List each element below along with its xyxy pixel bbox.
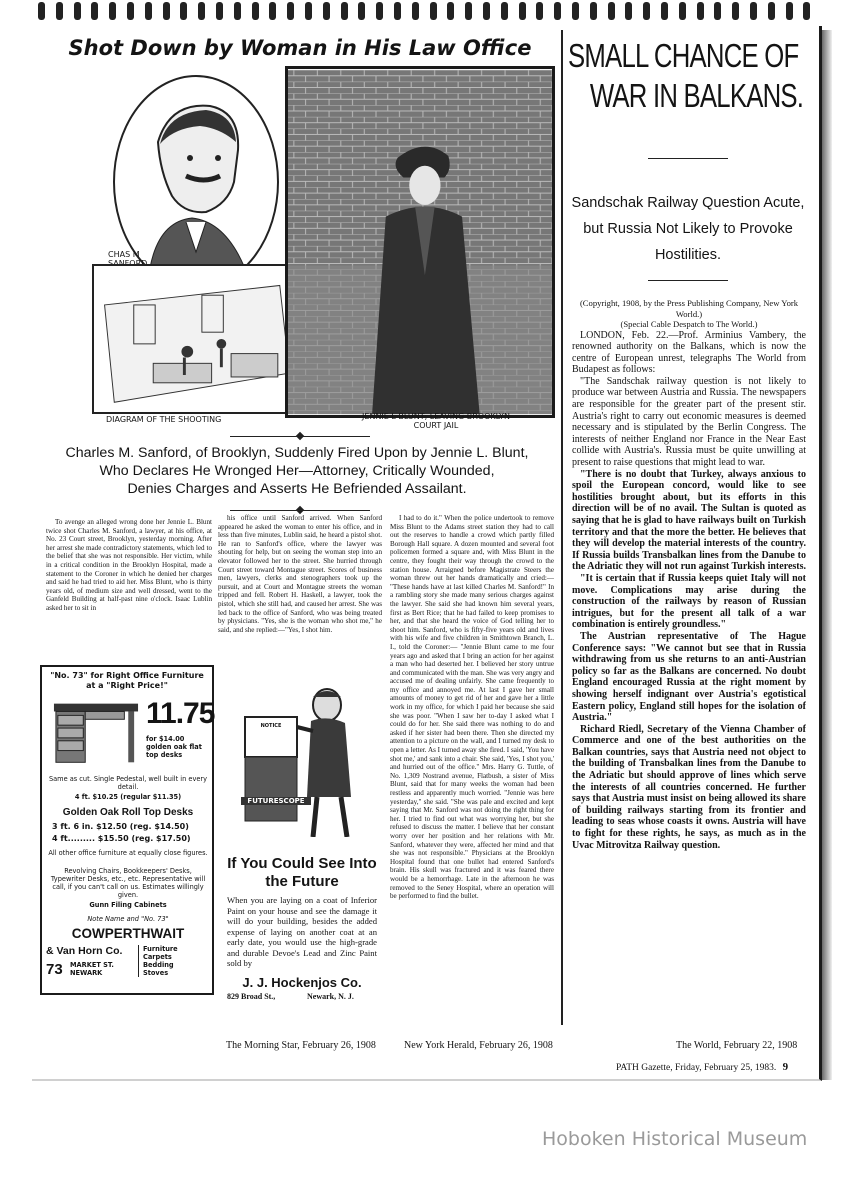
spiral-loop [714, 2, 721, 20]
page-edge [822, 30, 832, 1080]
ad-desk-line-g: Gunn Filing Cabinets [89, 901, 167, 909]
balkans-body [572, 298, 806, 1018]
deck-line-1: Charles M. Sanford, of Brooklyn, Suddenly Fired Upon by Jennie L. Blunt, [65, 445, 529, 461]
spiral-loop [358, 2, 365, 20]
spiral-loop [234, 2, 241, 20]
spiral-binding [0, 0, 851, 26]
ad-desk-line-h: Note Name and "No. 73" [87, 915, 169, 923]
spiral-loop [216, 2, 223, 20]
ad-desk-goods: Furniture Carpets Bedding Stoves [138, 945, 198, 977]
gazette-footer [616, 1061, 788, 1073]
balkans-headline-line-1: SMALL CHANCE OF [568, 37, 799, 74]
spiral-loop [554, 2, 561, 20]
spiral-loop [287, 2, 294, 20]
story-headline: Shot Down by Woman in His Law Office [68, 36, 532, 60]
ad-desk-price: 11.75 [146, 697, 215, 730]
balkans-copyright: (Copyright, 1908, by the Press Publishing Company, New York World.) [579, 298, 799, 319]
spiral-loop [127, 2, 134, 20]
spiral-loop [501, 2, 508, 20]
spiral-loop [412, 2, 419, 20]
ad-desk-address: MARKET ST. NEWARK [70, 961, 114, 977]
deck-line-3: Denies Charges and Asserts He Befriended Assailant. [127, 481, 467, 497]
ad-desk-line-a: Same as cut. Single Pedestal, well built in every detail. [48, 775, 208, 791]
source-morning-star: The Morning Star, February 26, 1908 [226, 1040, 376, 1051]
spiral-loop [376, 2, 383, 20]
ad-desk-company: COWPERTHWAIT [71, 926, 185, 941]
balkans-p1: LONDON, Feb. 22.—Prof. Arminius Vambery, the renowned authority on the Balkans, which is now the centre of European unrest, telegraphs The World from Budapest as follows: [572, 329, 806, 376]
page-number: 9 [782, 1061, 789, 1073]
rc-rule-2 [648, 280, 728, 281]
spiral-loop [305, 2, 312, 20]
ad-paint-city: Newark, N. J. [307, 992, 354, 1001]
ad-paint-scope-label: FUTURESCOPE [241, 797, 311, 805]
spiral-loop [394, 2, 401, 20]
divider-diamond [296, 432, 304, 440]
spiral-loop [252, 2, 259, 20]
balkans-headline [568, 36, 804, 116]
spiral-loop [109, 2, 116, 20]
spiral-loop [750, 2, 757, 20]
spiral-loop [145, 2, 152, 20]
spiral-loop [572, 2, 579, 20]
balkans-p6: Richard Riedl, Secretary of the Vienna Chamber of Commerce and one of the best authorities on the Balkan countries, says that Austria need not object to the building of Transbalkan lines from the Danube to the Adriatic but should approve of lines which serve the interests of all countries concerned. He further says that Austria must insist on being allowed its share of building railways starting from its frontier and leading to seas whose coasts it owns. Austria will have to fight for these rights, he says, as much as in the Uvac Mitrovitza Railway question. [572, 723, 806, 851]
spiral-loop [786, 2, 793, 20]
spiral-loop [661, 2, 668, 20]
right-story [568, 30, 808, 1030]
balkans-headline-line-2: WAR IN BALKANS. [589, 77, 804, 114]
ad-desk-top-line: "No. 73" for Right Office Furniture at a "Right Price!" [50, 671, 204, 690]
spiral-loop [269, 2, 276, 20]
spiral-loop [679, 2, 686, 20]
ad-desk-line-b: 4 ft. $10.25 (regular $11.35) [74, 793, 182, 801]
ad-paint-sign-top: NOTICE [260, 723, 282, 729]
balkans-p2: "The Sandschak railway question is not likely to produce war between Austria and Russia. The newspapers are responsible for the greater part of the present stir. Austria's right to carry out economic measures is deemed necessary and is stipulated by the Berlin Congress. The interests of neither England nor France in the Near East collide with Austria's. Russia must be quite unwilling at present to raise questions that might lead to war. [572, 375, 806, 469]
ad-desk-address-num: 73 [46, 961, 63, 978]
futurescope-illustration [227, 687, 377, 837]
desk-illustration [52, 697, 140, 767]
ad-desk-line-e: All other office furniture at equally close figures. [48, 849, 208, 857]
ad-paint-body: When you are laying on a coat of Inferior Paint on your house and see the damage it will do your building, besides the added expense of laying on another coat at an early date, you would use the high-grade and durable Devoe's Lead and Zinc Paint sold by [227, 895, 377, 968]
museum-watermark: Hoboken Historical Museum [542, 1128, 808, 1150]
diagram-caption: DIAGRAM OF THE SHOOTING [106, 415, 222, 424]
deck-line-2: Who Declares He Wronged Her—Attorney, Critically Wounded, [99, 463, 495, 479]
spiral-loop [608, 2, 615, 20]
ad-desk-price-note: for $14.00 golden oak flat top desks [146, 735, 202, 759]
ad-desk-line-d: 4 ft......... $15.50 (reg. $17.50) [52, 834, 191, 843]
spiral-loop [643, 2, 650, 20]
spiral-loop [625, 2, 632, 20]
spiral-loop [163, 2, 170, 20]
photo-caption: JENNIE L BLUNT, LEAVING BROOKLYN COURT JAIL [362, 412, 510, 430]
rc-rule-1 [648, 158, 728, 159]
spiral-loop [536, 2, 543, 20]
ad-paint-address: 829 Broad St., [227, 992, 276, 1001]
left-story [40, 32, 554, 1037]
divider-diamond-2 [296, 506, 304, 514]
spiral-loop [323, 2, 330, 20]
ad-desk-line-f: Revolving Chairs, Bookkeepers' Desks, Typewriter Desks, etc., etc. Representative will call, if you can't call on us. Estimates willingly given. [50, 867, 206, 899]
balkans-p4: "It is certain that if Russia keeps quiet Italy will not move. Complications may arise during the construction of the railways by reason of Russian intrigues, but for the present all talk of a war combination is entirely groundless." [572, 572, 806, 631]
balkans-deck: Sandschak Railway Question Acute, but Russia Not Likely to Provoke Hostilities. [571, 195, 805, 263]
spiral-loop [38, 2, 45, 20]
story-column-3: I had to do it." When the police undertook to remove Miss Blunt to the Adams street station they had to call out the reserves to handle a crowd which partly filled Borough Hall square. A dozen mounted and several foot policemen formed a square and, with Miss Blunt in the centre, they fought their way through the crowd to the station house. Arraigned before Magistrate Steers the woman threw out her hands dramatically and cried:— "These hands have at last killed Charles M. Sanford!" In a rambling story she made many serious charges against the lawyer. She said she had known him several years, first as Bert Rice; that he had failed to keep promises to her, and that she heard the voice of God telling her to shoot him. Sanford, who is fifty-five years old and lives with his wife and five children in Smithtown Branch, L. I., told the Coroner:— "Jennie Blunt came to me four years ago and asked that I bring an action for her against a man who had deserted her. I believed her story untrue and communicated with the man. She was very angry and accused me of dealing unfairly. She came frequently to my office and annoyed me. At last I gave her small amounts of money to get rid of her and gave her a little work in my office, for which I paid her because she said she was poor. "When I saw her to-day I asked what I could do for her. She said there was nothing to do and asked if her sister had been there. Then she directed my attention to a picture on the wall, and I turned my desk to open a letter. As I turned away she fired. I said, 'You have shot me,' and sank into a chair. She said, 'Yes, I shot you,' and hurried out of the office." Mrs. Harry G. Tuttle, of No. 1,309 Nostrand avenue, Flatbush, a sister of Miss Blunt, said that for many weeks the woman had been restless and apparently much worried. "Jennie was here yesterday," she said. "She was pale and excited and kept saying that Mr. Sanford was not doing the right thing for her. I tried to find out what was worrying her, but she refused to discuss the matter. I believe that her constant worry over her position and her relations with Mr. Sanford, whatever they were, affected her mind and that she was not responsible." Physicians at the Brooklyn Hospital found that one bullet had entered Sanford's brain. His skull was fractured and it was feared there would be a hemorrhage. Late in the afternoon he was removed to the Seney Hospital, where an operation will be performed to find the bullet. [390, 514, 554, 901]
spiral-loop [198, 2, 205, 20]
photo-jennie-blunt [285, 66, 555, 418]
ad-paint-company: J. J. Hockenjos Co. [242, 975, 362, 990]
spiral-loop [768, 2, 775, 20]
balkans-special: (Special Cable Despatch to The World.) [620, 319, 758, 329]
spiral-loop [732, 2, 739, 20]
spiral-loop [519, 2, 526, 20]
spiral-loop [430, 2, 437, 20]
column-rule [561, 30, 563, 1025]
desk-advertisement [40, 665, 214, 995]
ad-paint-title: If You Could See Into the Future [227, 855, 377, 890]
source-world: The World, February 22, 1908 [676, 1040, 798, 1051]
spiral-loop [91, 2, 98, 20]
spiral-loop [803, 2, 810, 20]
source-herald: New York Herald, February 26, 1908 [404, 1040, 553, 1051]
paint-advertisement [227, 687, 377, 1002]
ad-desk-line-c: 3 ft. 6 in. $12.50 (reg. $14.50) [52, 822, 189, 831]
spiral-loop [465, 2, 472, 20]
diagram-of-shooting [92, 264, 304, 414]
story-deck [40, 444, 554, 498]
spiral-loop [180, 2, 187, 20]
ad-desk-subhead: Golden Oak Roll Top Desks [62, 807, 194, 818]
ad-desk-company2: & Van Horn Co. [46, 945, 123, 957]
story-column-2: his office until Sanford arrived. When Sanford appeared he asked the woman to enter his office, and in less than five minutes, Lublin said, he heard a pistol shot. He ran to Sanford's office, where the lawyer was shouting for help, but on seeing the woman step into an elevator followed her to the street. She hurried through Court street toward Montague street. Scores of business men, lawyers, clerks and stenographers took up the pursuit, and at Court and Montague streets the woman tripped and fell. Robert H. Haskell, a lawyer, took the pistol, which she still had, and caused her arrest. She was led back to the office of Sanford, who was being treated by physicians. "Yes, she is the woman who shot me," he said, and she replied:—"Yes, I shot him. [218, 514, 382, 634]
spiral-loop [590, 2, 597, 20]
spiral-loop [697, 2, 704, 20]
spiral-loop [341, 2, 348, 20]
story-column-1: To avenge an alleged wrong done her Jennie L. Blunt twice shot Charles M. Sanford, a lawyer, at his office, at No. 23 Court street, Brooklyn, yesterday morning. After her arrest she made contradictory statements, which led to the belief that she was not responsible. Her victim, while in a critical condition in the Brooklyn Hospital, made a statement to the Coroner in which he denied her charges and said he had tried to aid her. Miss Blunt, who is thirty years old, of medium size and well dressed, went to the Ganfeld Building at half-past nine o'clock. Isaac Lublin asked her to sit in [46, 518, 212, 612]
portrait-caption: CHAS M SANFORD [108, 250, 148, 268]
spiral-loop [74, 2, 81, 20]
gazette-line: PATH Gazette, Friday, February 25, 1983. [616, 1063, 777, 1073]
balkans-p3: "There is no doubt that Turkey, always anxious to spoil the European concord, would like to see hostilities brought about, but its efforts in this direction will be of no avail. The Sultan is quoted as saying that he is glad to have railways built on Turkish territory and that the more the better. He believes that they will develop the material interests of the country. If Russia builds Transbalkan lines from the Danube to the Adriatic they will not run against Turkish interests. [572, 468, 806, 573]
balkans-p5: The Austrian representative of The Hague Conference says: "We cannot but see that in Russia withdrawing from us she returns to an anti-Austrian policy so far as the Balkans are concerned. No doubt England encouraged Russia at the right moment by showing herself indignant over Austria's egotistical Eastern policy, England still hopes for the isolation of Austria." [572, 630, 806, 724]
spiral-loop [447, 2, 454, 20]
spiral-loop [56, 2, 63, 20]
spiral-loop [483, 2, 490, 20]
